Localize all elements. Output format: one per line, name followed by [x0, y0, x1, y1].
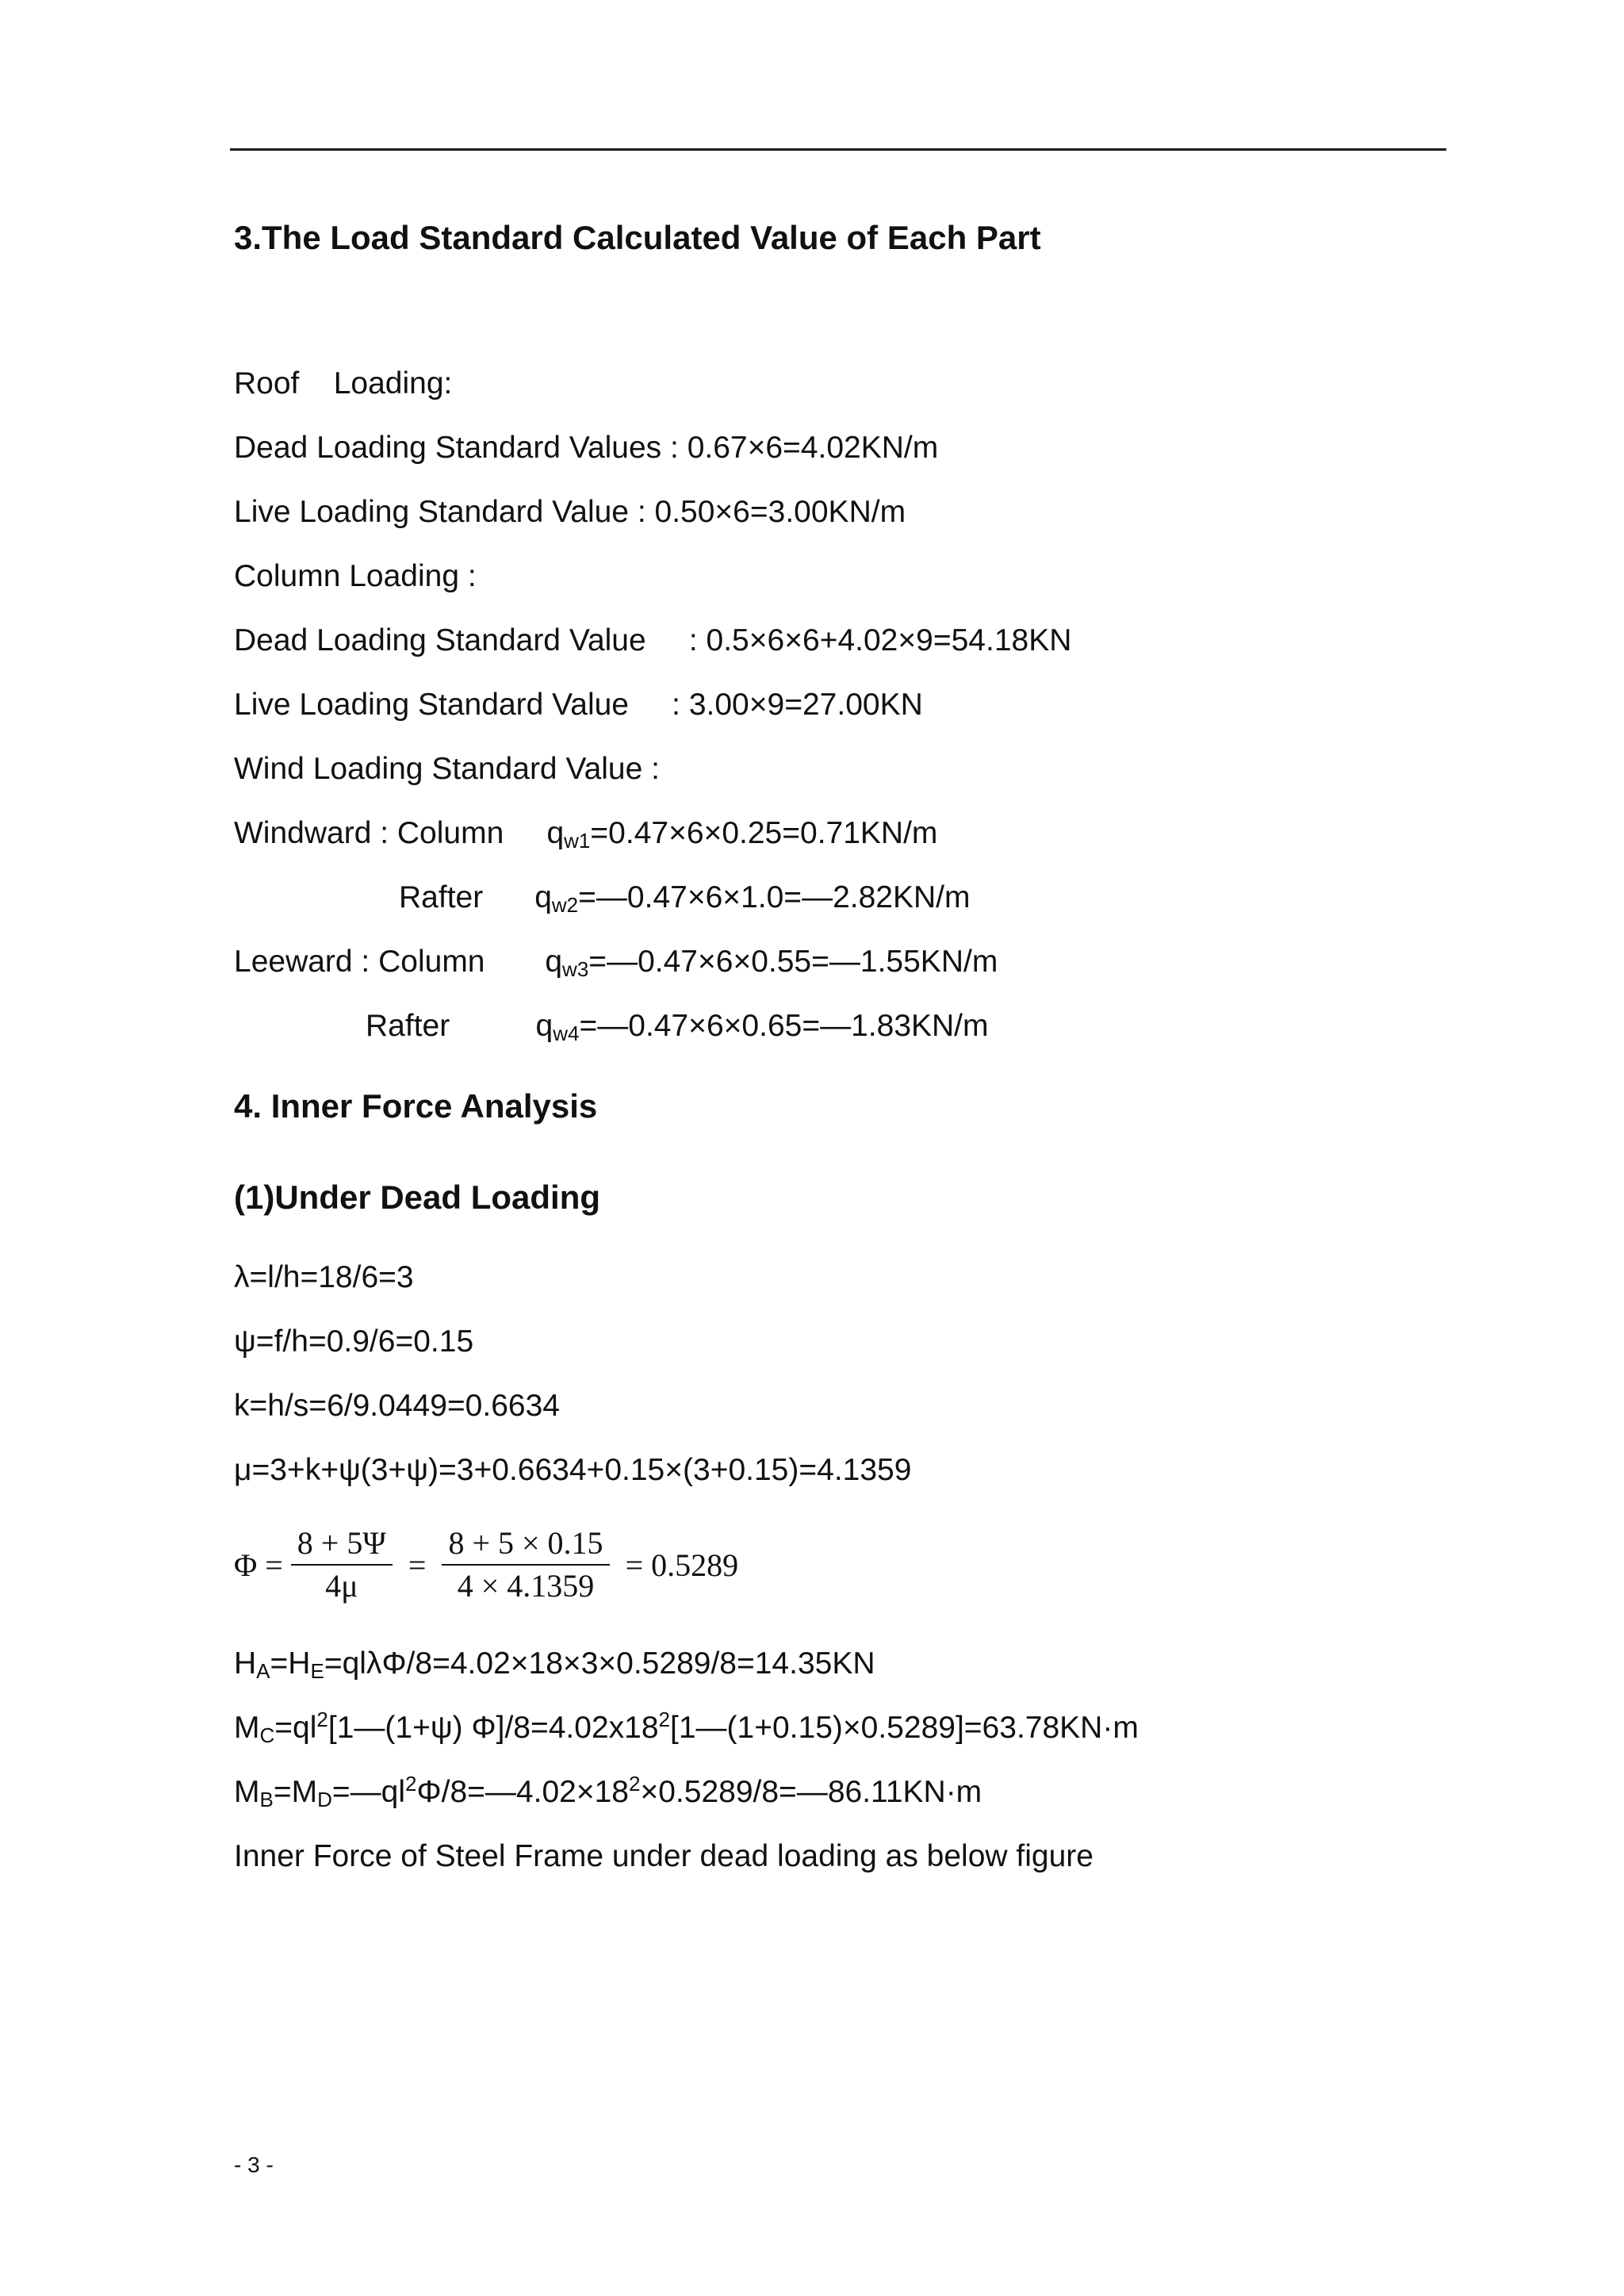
windward-column-value: =0.47×6×0.25=0.71KN/m — [590, 816, 938, 850]
column-live-load: Live Loading Standard Value : 3.00×9=27.00KN — [234, 688, 923, 722]
windward-rafter-line — [399, 878, 970, 918]
mc-text-1: M — [234, 1711, 260, 1745]
phi-numerator-symbolic: 8 + 5Ψ — [291, 1526, 393, 1566]
leeward-column-label: Leeward : Column q — [234, 945, 563, 979]
header-rule — [230, 148, 1446, 151]
mc-text-4: [1—(1+0.15)×0.5289]=63.78KN·m — [670, 1711, 1139, 1745]
windward-column-line — [234, 814, 937, 853]
mb-text-2: =M — [273, 1775, 318, 1809]
mb-text-1: M — [234, 1775, 260, 1809]
ha-text-2: =H — [270, 1646, 311, 1681]
mb-sup-2: 2 — [628, 1772, 641, 1796]
phi-denominator-numeric: 4 × 4.1359 — [457, 1568, 595, 1604]
mu-equation: μ=3+k+ψ(3+ψ)=3+0.6634+0.15×(3+0.15)=4.1359 — [234, 1453, 912, 1487]
phi-fraction-numeric — [442, 1526, 609, 1604]
figure-caption: Inner Force of Steel Frame under dead loading as below figure — [234, 1839, 1094, 1873]
column-loading-label: Column Loading : — [234, 559, 477, 593]
leeward-column-subscript: w3 — [562, 957, 589, 981]
windward-column-label: Windward : Column q — [234, 816, 565, 850]
ha-sub-1: A — [256, 1659, 270, 1683]
phi-fraction-symbolic — [291, 1526, 393, 1604]
roof-dead-load: Dead Loading Standard Values : 0.67×6=4.02KN/m — [234, 431, 939, 465]
page-number: - 3 - — [234, 2152, 274, 2177]
mb-text-3: =—ql — [331, 1775, 406, 1809]
mc-sub-1: C — [259, 1723, 275, 1747]
phi-formula — [234, 1521, 746, 1608]
ha-text-1: H — [234, 1646, 257, 1681]
mc-equation — [234, 1708, 1139, 1748]
k-equation: k=h/s=6/9.0449=0.6634 — [234, 1389, 560, 1423]
mb-sub-1: B — [259, 1788, 274, 1811]
phi-lhs: Φ = — [234, 1547, 283, 1583]
roof-live-load: Live Loading Standard Value : 0.50×6=3.00KN/m — [234, 495, 906, 529]
phi-equals: = — [408, 1547, 427, 1583]
phi-numerator-numeric: 8 + 5 × 0.15 — [442, 1526, 609, 1566]
ha-sub-2: E — [310, 1659, 324, 1683]
mc-sup-1: 2 — [316, 1708, 328, 1731]
wind-loading-label: Wind Loading Standard Value : — [234, 752, 660, 786]
windward-rafter-label: Rafter q — [399, 880, 552, 914]
mb-equation — [234, 1773, 982, 1812]
section-4-heading: 4. Inner Force Analysis — [234, 1087, 598, 1125]
lambda-equation: λ=l/h=18/6=3 — [234, 1260, 414, 1294]
mc-sup-2: 2 — [658, 1708, 671, 1731]
leeward-column-value: =—0.47×6×0.55=—1.55KN/m — [588, 945, 998, 979]
phi-denominator-symbolic: 4μ — [325, 1568, 358, 1604]
ha-equation — [234, 1644, 875, 1684]
section-3-heading: 3.The Load Standard Calculated Value of Each Part — [234, 219, 1041, 256]
mc-text-3: [1—(1+ψ) Φ]/8=4.02x18 — [327, 1711, 659, 1745]
column-dead-load: Dead Loading Standard Value : 0.5×6×6+4.02×9=54.18KN — [234, 623, 1072, 657]
mb-sup-1: 2 — [405, 1772, 417, 1796]
ha-text-3: =qlλΦ/8=4.02×18×3×0.5289/8=14.35KN — [324, 1646, 875, 1681]
windward-rafter-value: =—0.47×6×1.0=—2.82KN/m — [578, 880, 971, 914]
psi-equation: ψ=f/h=0.9/6=0.15 — [234, 1324, 474, 1359]
leeward-rafter-line — [366, 1006, 989, 1046]
phi-result: = 0.5289 — [625, 1547, 739, 1583]
mb-text-4: Φ/8=—4.02×18 — [416, 1775, 629, 1809]
leeward-column-line — [234, 942, 998, 982]
section-4-subheading: (1)Under Dead Loading — [234, 1179, 601, 1216]
roof-loading-label: Roof Loading: — [234, 366, 453, 401]
windward-column-subscript: w1 — [564, 829, 591, 853]
leeward-rafter-label: Rafter q — [366, 1009, 553, 1043]
mb-text-5: ×0.5289/8=—86.11KN·m — [640, 1775, 982, 1809]
mb-sub-2: D — [317, 1788, 332, 1811]
mc-text-2: =ql — [274, 1711, 317, 1745]
leeward-rafter-value: =—0.47×6×0.65=—1.83KN/m — [579, 1009, 989, 1043]
windward-rafter-subscript: w2 — [551, 893, 579, 917]
leeward-rafter-subscript: w4 — [553, 1022, 580, 1045]
